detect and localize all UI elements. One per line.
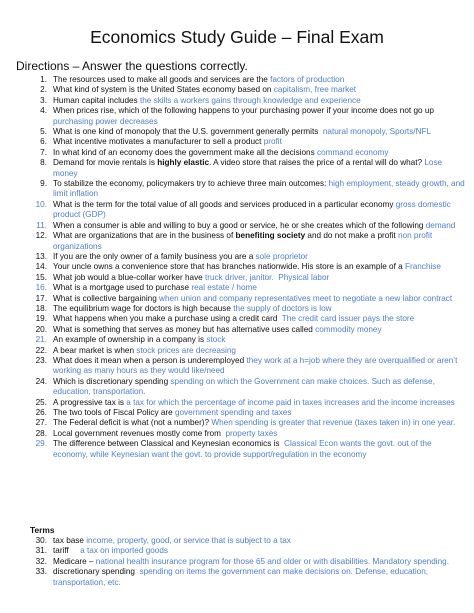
prompt-text: . A video store that raises the price of a rental will do what?	[209, 158, 425, 168]
answer-text: Lose money	[53, 158, 445, 178]
question-item-number: 12.	[35, 231, 47, 241]
question-item-number: 11.	[36, 220, 47, 230]
term-item-text	[53, 546, 468, 556]
answer-text: gross domestic product (GDP)	[53, 199, 454, 220]
answer-text: government spending and taxes	[174, 408, 292, 417]
prompt-text: A bear market is when	[53, 345, 137, 355]
question-item-number: 23.	[35, 355, 47, 365]
prompt-text: To stabilize the economy, policymakers try to achieve three main outcomes:	[53, 179, 329, 189]
question-item-number: 1.	[40, 75, 47, 84]
question-item-text	[53, 106, 468, 127]
prompt-text: The two tools of Fiscal Policy are	[53, 408, 175, 417]
question-item	[30, 294, 468, 304]
answer-text: the skills a workers gains through knowledge and experience	[139, 95, 361, 105]
question-item	[30, 137, 468, 147]
question-item	[30, 262, 468, 272]
answer-text: income, property, good, or service that is subject to a tax	[86, 536, 291, 545]
prompt-text: In what kind of an economy does the government make all the decisions	[53, 147, 317, 157]
question-item-number: 5.	[40, 127, 47, 137]
question-item-text	[53, 96, 468, 106]
question-item	[30, 221, 468, 231]
term-item-number: 32.	[35, 556, 47, 566]
prompt-text: and do not make a profit	[305, 231, 398, 241]
question-item-text	[53, 273, 468, 283]
question-item	[30, 283, 468, 293]
prompt-text: If you are the only owner of a family business you are a	[53, 251, 256, 261]
answer-text: Classical Econ wants the govt. out of the economy, while Keynesian want the govt. to provide support/regulation in the economy	[53, 439, 434, 459]
answer-text: real estate / home	[191, 283, 257, 293]
question-item-text	[53, 398, 468, 408]
prompt-text: When prices rise, which of the following happens to your purchasing power if your income does not go up	[53, 106, 437, 116]
prompt-text: Medicare –	[53, 556, 96, 566]
prompt-text: tax base	[53, 536, 87, 545]
question-item	[30, 429, 468, 439]
question-item-text	[53, 158, 468, 179]
question-item-text	[53, 179, 468, 200]
answer-text: The credit card issuer pays the store	[281, 314, 415, 324]
question-item-text	[53, 200, 468, 221]
term-item-number: 30.	[35, 536, 47, 545]
question-item-number: 22.	[35, 345, 47, 355]
question-item-text	[53, 325, 468, 335]
answer-text: spending on which the Government can make choices. Such as defense, education, transportation.	[53, 376, 438, 397]
question-item-text	[53, 148, 468, 158]
term-item	[30, 546, 468, 556]
prompt-text: The difference between Classical and Keynesian economics is	[53, 439, 285, 449]
question-item-number: 10.	[35, 199, 47, 209]
question-item-text	[53, 231, 468, 252]
question-item	[30, 346, 468, 356]
prompt-text: The Federal deficit is what (not a number)?	[53, 418, 212, 428]
question-item-number: 15.	[35, 272, 47, 282]
question-item	[30, 314, 468, 324]
question-item	[30, 106, 468, 127]
question-item-number: 18.	[35, 303, 47, 313]
question-item-number: 8.	[40, 158, 47, 168]
prompt-text: What is one kind of monopoly that the U.S. government generally permits	[53, 127, 323, 137]
question-item	[30, 418, 468, 428]
question-item-text	[53, 294, 468, 304]
answer-text: high employment, steady growth, and limit inflation	[53, 179, 467, 199]
question-item-number: 9.	[40, 179, 47, 189]
directions-text: Directions – Answer the questions correctly.	[16, 59, 248, 73]
question-item	[30, 273, 468, 283]
question-item-text	[53, 429, 468, 439]
question-item	[30, 75, 468, 85]
prompt-text: tariff	[53, 546, 81, 556]
question-item-text	[53, 221, 468, 231]
answer-text: Franchise	[404, 262, 441, 272]
question-item-text	[53, 137, 468, 147]
answer-text: non profit organizations	[53, 231, 435, 251]
question-item-number: 27.	[35, 418, 47, 428]
question-item-number: 6.	[40, 137, 47, 147]
prompt-text: What are organizations that are in the business of	[53, 231, 236, 241]
answer-text: truck driver, janitor. Physical labor	[205, 272, 330, 282]
question-item	[30, 127, 468, 137]
question-item-text	[53, 252, 468, 262]
question-item-number: 3.	[40, 95, 47, 105]
question-item-number: 17.	[35, 293, 47, 303]
question-item-text	[53, 283, 468, 293]
answer-text: demand	[425, 220, 456, 230]
question-item-number: 7.	[40, 147, 47, 157]
answer-text: purchasing power decreases	[53, 116, 158, 126]
question-item	[30, 96, 468, 106]
document-title: Economics Study Guide – Final Exam	[90, 27, 384, 47]
bold-text: benefiting society	[235, 231, 306, 241]
question-item-number: 21.	[35, 335, 47, 345]
answer-text: command economy	[316, 147, 389, 157]
term-item-text	[53, 536, 468, 546]
question-item	[30, 439, 468, 460]
term-item	[30, 567, 468, 588]
answer-text: when union and company representatives meet to negotiate a new labor contract	[159, 293, 453, 303]
prompt-text: What happens when you make a purchase using a credit card	[53, 314, 282, 324]
question-item	[30, 356, 468, 377]
prompt-text: Which is discretionary spending	[53, 376, 171, 386]
question-list	[30, 75, 468, 460]
prompt-text: What job would a blue-collar worker have	[53, 272, 205, 282]
question-item-text	[53, 75, 468, 85]
answer-text: a tax on imported goods	[80, 546, 168, 556]
question-item-text	[53, 377, 468, 398]
term-item	[30, 557, 468, 567]
question-item	[30, 377, 468, 398]
question-item-number: 26.	[35, 408, 47, 417]
prompt-text: What kind of system is the United States economy based on	[53, 85, 274, 95]
term-item-text	[53, 567, 468, 588]
answer-text: the supply of doctors is low	[233, 303, 332, 313]
question-item-number: 14.	[35, 262, 47, 272]
prompt-text: What is a mortgage used to purchase	[53, 283, 192, 293]
question-item-number: 20.	[35, 324, 47, 334]
term-item-number: 31.	[35, 546, 47, 556]
question-item	[30, 179, 468, 200]
question-item-text	[53, 335, 468, 345]
prompt-text: What incentive motivates a manufacturer to sell a product	[53, 137, 264, 147]
prompt-text: What is collective bargaining	[53, 293, 160, 303]
prompt-text: The equilibrium wage for doctors is high because	[53, 303, 234, 313]
term-item-text	[53, 557, 468, 567]
question-item-text	[53, 127, 468, 137]
question-item	[30, 408, 468, 418]
question-item	[30, 325, 468, 335]
prompt-text: discretionary spending	[53, 567, 140, 577]
question-item-text	[53, 356, 468, 377]
question-item	[30, 158, 468, 179]
answer-text: natural monopoly, Sports/NFL	[322, 127, 432, 137]
terms-list	[30, 536, 468, 588]
question-item-text	[53, 346, 468, 356]
question-item-number: 24.	[35, 376, 47, 386]
question-item-text	[53, 408, 468, 418]
question-item	[30, 335, 468, 345]
prompt-text: Demand for movie rentals is	[53, 158, 158, 168]
term-item	[30, 536, 468, 546]
question-item	[30, 200, 468, 221]
term-item-number: 33.	[35, 567, 47, 577]
prompt-text: When a consumer is able and willing to buy a good or service, he or she creates which of the following	[53, 220, 426, 230]
question-item	[30, 148, 468, 158]
question-item	[30, 398, 468, 408]
question-item-text	[53, 314, 468, 324]
question-item-number: 13.	[35, 251, 47, 261]
answer-text: spending on items the government can make decisions on. Defense, education, transportation, etc.	[53, 567, 431, 587]
answer-text: a tax for which the percentage of income paid in taxes increases and the income increases	[126, 397, 455, 407]
question-item	[30, 85, 468, 95]
question-item-text	[53, 85, 468, 95]
question-item-number: 25.	[35, 397, 47, 407]
question-item-text	[53, 304, 468, 314]
question-item-number: 28.	[35, 428, 47, 438]
answer-text: stock	[206, 335, 226, 345]
answer-text: factors of production	[270, 75, 345, 84]
answer-text: stock prices are decreasing	[136, 345, 236, 355]
bold-text: highly elastic	[157, 158, 210, 168]
answer-text: When spending is greater that revenue (taxes taken in) in one year.	[211, 418, 456, 428]
prompt-text: What is the term for the total value of all goods and services produced in a particular economy	[53, 199, 396, 209]
prompt-text: What does it mean when a person is underemployed	[53, 355, 247, 365]
question-item-number: 16.	[35, 283, 47, 293]
answer-text: sole proprietor	[255, 251, 308, 261]
answer-text: property taxes	[225, 428, 278, 438]
prompt-text: What is something that serves as money but has alternative uses called	[53, 324, 316, 334]
question-item-number: 19.	[35, 314, 47, 324]
answer-text: they work at a h=job where they are overqualified or aren’t working as many hours as they would like/need	[53, 355, 460, 376]
prompt-text: An example of ownership in a company is	[53, 335, 207, 345]
question-item-number: 2.	[40, 85, 47, 95]
terms-heading: Terms	[30, 525, 55, 535]
answer-text: profit	[263, 137, 282, 147]
question-item-text	[53, 262, 468, 272]
answer-text: commodity money	[315, 324, 382, 334]
question-item-text	[53, 418, 468, 428]
question-item-number: 4.	[40, 106, 47, 116]
question-item	[30, 304, 468, 314]
question-item-text	[53, 439, 468, 460]
question-item	[30, 231, 468, 252]
prompt-text: A progressive tax is	[53, 397, 127, 407]
prompt-text: Local government revenues mostly come from	[53, 428, 226, 438]
answer-text: capitalism, free market	[273, 85, 357, 95]
question-item	[30, 252, 468, 262]
prompt-text: Human capital includes	[53, 95, 140, 105]
prompt-text: Your uncle owns a convenience store that has branches nationwide. His store is an example of a	[53, 262, 405, 272]
prompt-text: The resources used to make all goods and services are the	[53, 75, 271, 84]
question-item-number: 29.	[35, 439, 47, 449]
answer-text: national health insurance program for those 65 and older or with disabilities. Mandatory spending.	[95, 556, 449, 566]
